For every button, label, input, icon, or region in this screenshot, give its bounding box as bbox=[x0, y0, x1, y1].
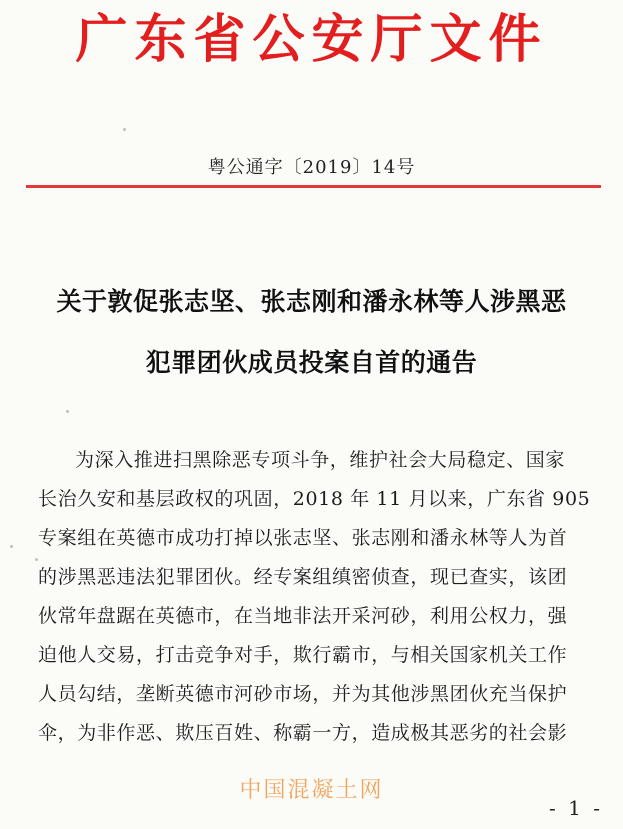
site-watermark: 中国混凝土网 bbox=[239, 778, 384, 803]
notice-title-line-1: 关于敦促张志坚、张志刚和潘永林等人涉黑恶 bbox=[56, 287, 567, 316]
body-line: 的涉黑恶违法犯罪团伙。经专案组缜密侦查，现已查实，该团 bbox=[38, 566, 568, 588]
scan-speck bbox=[123, 128, 126, 131]
scan-speck bbox=[10, 545, 13, 548]
document-header-title: 广东省公安厅文件 bbox=[75, 10, 548, 70]
scan-speck bbox=[35, 558, 38, 561]
body-line: 人员勾结，垄断英德市河砂市场，并为其他涉黑团伙充当保护 bbox=[38, 683, 568, 705]
body-line: 伞，为非作恶、欺压百姓、称霸一方，造成极其恶劣的社会影 bbox=[38, 722, 568, 744]
body-line: 专案组在英德市成功打掉以张志坚、张志刚和潘永林等人为首 bbox=[38, 527, 568, 549]
body-line: 伙常年盘踞在英德市，在当地非法开采河砂，利用公权力，强 bbox=[38, 605, 568, 627]
page-number: - 1 - bbox=[549, 796, 603, 820]
body-line: 迫他人交易，打击竞争对手，欺行霸市，与相关国家机关工作 bbox=[38, 644, 568, 666]
scan-speck bbox=[66, 410, 69, 413]
notice-title-line-2: 犯罪团伙成员投案自首的通告 bbox=[145, 348, 478, 377]
body-line: 为深入推进扫黑除恶专项斗争，维护社会大局稳定、国家 bbox=[75, 449, 566, 471]
document-number: 粤公通字〔2019〕14号 bbox=[207, 157, 416, 178]
body-line: 长治久安和基层政权的巩固，2018 年 11 月以来，广东省 905 bbox=[38, 488, 591, 510]
header-divider-rule bbox=[26, 185, 601, 188]
